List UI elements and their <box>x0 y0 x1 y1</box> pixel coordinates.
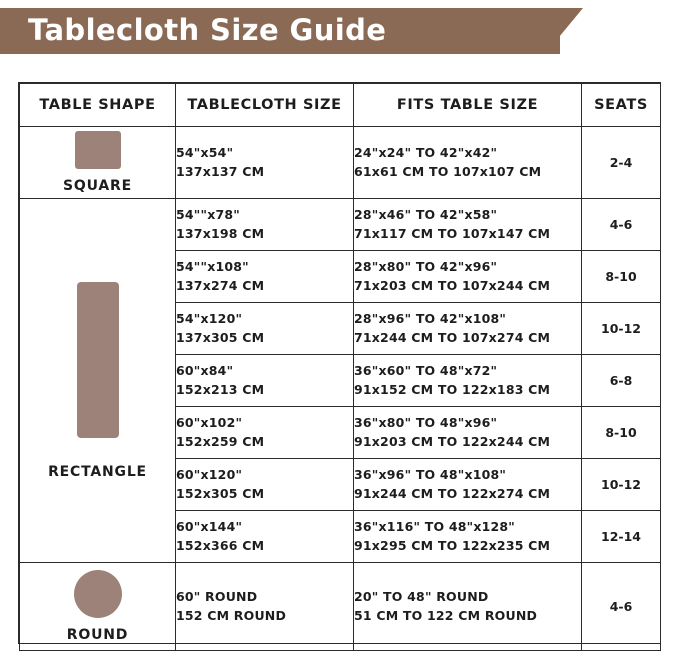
cloth-size-cell <box>176 459 354 511</box>
seats-cell: 12-14 <box>582 511 661 563</box>
banner-angled-edge <box>545 8 583 54</box>
cloth-size-cell <box>176 563 354 651</box>
fits-size-cell <box>354 459 582 511</box>
fits-size-inches: 28"x46" TO 42"x58" <box>354 207 498 223</box>
fits-size-cell <box>354 511 582 563</box>
cloth-size-inches: 54"x120" <box>176 311 243 327</box>
fits-size-cm: 91x295 CM TO 122x235 CM <box>354 537 551 553</box>
cloth-size-cell <box>176 127 354 199</box>
cloth-size-cm: 137x274 CM <box>176 277 265 293</box>
cloth-size-cell <box>176 199 354 251</box>
rectangle-swatch-icon <box>77 282 119 438</box>
fits-size-cell <box>354 563 582 651</box>
page-title: Tablecloth Size Guide <box>28 13 387 47</box>
cloth-size-cm: 152x366 CM <box>176 537 265 553</box>
cloth-size-cell <box>176 303 354 355</box>
seats-cell: 10-12 <box>582 459 661 511</box>
shape-cell-rectangle <box>20 199 176 563</box>
cloth-size-cell <box>176 407 354 459</box>
seats-cell: 10-12 <box>582 303 661 355</box>
cloth-size-cm: 137x137 CM <box>176 163 265 179</box>
fits-size-cm: 61x61 CM TO 107x107 CM <box>354 163 542 179</box>
fits-size-cm: 91x203 CM TO 122x244 CM <box>354 433 551 449</box>
cloth-size-inches: 60"x84" <box>176 363 234 379</box>
column-header-fits-table-size: FITS TABLE SIZE <box>354 84 582 127</box>
fits-size-cm: 71x117 CM TO 107x147 CM <box>354 225 551 241</box>
fits-size-cm: 71x203 CM TO 107x244 CM <box>354 277 551 293</box>
fits-size-cm: 51 CM TO 122 CM ROUND <box>354 607 538 623</box>
fits-size-inches: 20" TO 48" ROUND <box>354 589 489 605</box>
cloth-size-cell <box>176 511 354 563</box>
shape-cell-square <box>20 127 176 199</box>
fits-size-cell <box>354 251 582 303</box>
fits-size-cell <box>354 199 582 251</box>
fits-size-inches: 28"x80" TO 42"x96" <box>354 259 498 275</box>
shape-label-round: ROUND <box>66 627 129 643</box>
seats-cell: 8-10 <box>582 407 661 459</box>
fits-size-inches: 36"x60" TO 48"x72" <box>354 363 498 379</box>
cloth-size-inches: 60"x144" <box>176 519 243 535</box>
cloth-size-cm: 152x305 CM <box>176 485 265 501</box>
fits-size-cell <box>354 407 582 459</box>
cloth-size-cell <box>176 355 354 407</box>
fits-size-cell <box>354 303 582 355</box>
size-table <box>19 83 661 651</box>
seats-cell: 4-6 <box>582 199 661 251</box>
shape-label-rectangle: RECTANGLE <box>48 463 147 480</box>
column-header-table-shape: TABLE SHAPE <box>20 84 176 127</box>
seats-cell: 2-4 <box>582 127 661 199</box>
cloth-size-cm: 137x198 CM <box>176 225 265 241</box>
fits-size-cm: 71x244 CM TO 107x274 CM <box>354 329 551 345</box>
cloth-size-inches: 60" ROUND <box>176 589 258 605</box>
seats-cell: 6-8 <box>582 355 661 407</box>
cloth-size-cm: 152x213 CM <box>176 381 265 397</box>
size-table-container <box>18 82 661 644</box>
cloth-size-inches: 54""x78" <box>176 207 240 223</box>
fits-size-cell <box>354 127 582 199</box>
cloth-size-inches: 54""x108" <box>176 259 249 275</box>
cloth-size-cell <box>176 251 354 303</box>
fits-size-inches: 28"x96" TO 42"x108" <box>354 311 507 327</box>
fits-size-cell <box>354 355 582 407</box>
fits-size-inches: 36"x116" TO 48"x128" <box>354 519 516 535</box>
square-swatch-icon <box>75 131 121 169</box>
fits-size-cm: 91x244 CM TO 122x274 CM <box>354 485 551 501</box>
table-row <box>20 563 661 651</box>
shape-cell-round <box>20 563 176 651</box>
shape-label-square: SQUARE <box>63 178 132 194</box>
cloth-size-inches: 60"x120" <box>176 467 243 483</box>
fits-size-inches: 36"x80" TO 48"x96" <box>354 415 498 431</box>
header-banner <box>0 0 679 62</box>
column-header-seats: SEATS <box>582 84 661 127</box>
seats-cell: 8-10 <box>582 251 661 303</box>
table-row <box>20 199 661 251</box>
fits-size-cm: 91x152 CM TO 122x183 CM <box>354 381 551 397</box>
round-swatch-icon <box>74 570 122 618</box>
cloth-size-inches: 54"x54" <box>176 145 234 161</box>
seats-cell: 4-6 <box>582 563 661 651</box>
cloth-size-cm: 152x259 CM <box>176 433 265 449</box>
table-row <box>20 127 661 199</box>
table-header-row <box>20 84 661 127</box>
cloth-size-cm: 152 CM ROUND <box>176 607 287 623</box>
column-header-tablecloth-size: TABLECLOTH SIZE <box>176 84 354 127</box>
cloth-size-inches: 60"x102" <box>176 415 243 431</box>
cloth-size-cm: 137x305 CM <box>176 329 265 345</box>
fits-size-inches: 24"x24" TO 42"x42" <box>354 145 498 161</box>
fits-size-inches: 36"x96" TO 48"x108" <box>354 467 507 483</box>
